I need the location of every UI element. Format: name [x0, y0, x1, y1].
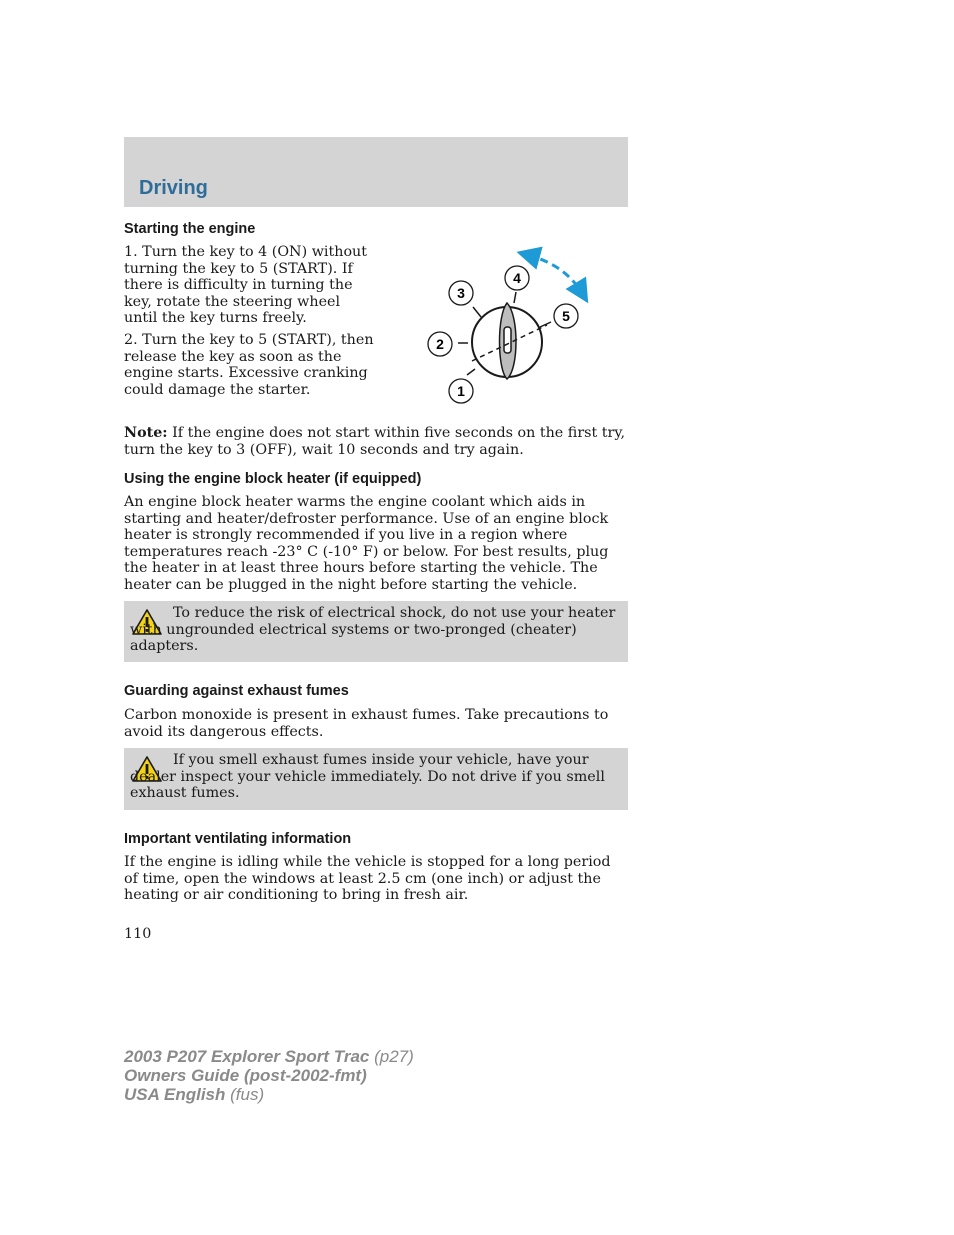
step-1-text: 1. Turn the key to 4 (ON) without turning the key to 5 (START). If there is difficulty in turning the key, rotate the steering wheel until the key turns freely.: [124, 244, 368, 326]
page-number: 110: [124, 926, 152, 942]
svg-text:5: 5: [562, 308, 570, 324]
warning-box-electrical: [124, 601, 628, 662]
svg-text:3: 3: [457, 285, 465, 301]
ventilating-body: If the engine is idling while the vehicle is stopped for a long period of time, open the windows at least 2.5 cm (one inch) or adjust the heating or air conditioning to bring in fresh air.: [124, 854, 611, 903]
warning-box-exhaust: [124, 748, 628, 810]
heading-starting-engine: Starting the engine: [124, 221, 256, 237]
heading-ventilating: Important ventilating information: [124, 831, 352, 847]
position-label-4: [505, 266, 529, 290]
svg-text:4: 4: [513, 270, 521, 286]
position-label-3: [449, 281, 473, 305]
position-label-2: [428, 332, 452, 356]
step-2-text: 2. Turn the key to 5 (START), then release the key as soon as the engine starts. Excessive cranking could damage the starter.: [124, 332, 374, 398]
note-paragraph: [124, 425, 628, 458]
position-label-5: [554, 304, 578, 328]
warning-text-electrical: To reduce the risk of electrical shock, do not use your heater with ungrounded electrical systems or two-pronged (cheater) adapters.: [130, 605, 616, 654]
rotation-arrow-icon: [528, 255, 582, 293]
svg-text:2: 2: [436, 336, 444, 352]
heading-exhaust: Guarding against exhaust fumes: [124, 683, 349, 699]
section-title: Driving: [139, 177, 208, 199]
exhaust-body: Carbon monoxide is present in exhaust fumes. Take precautions to avoid its dangerous effects.: [124, 707, 609, 740]
heading-block-heater: Using the engine block heater (if equipped): [124, 471, 422, 487]
note-label: Note:: [124, 425, 168, 441]
svg-text:1: 1: [457, 383, 465, 399]
document-footer: 2003 P207 Explorer Sport Trac (p27) Owners Guide (post-2002-fmt) USA English (fus): [124, 1047, 414, 1104]
warning-text-exhaust: If you smell exhaust fumes inside your vehicle, have your dealer inspect your vehicle immediately. Do not drive if you smell exhaust fumes.: [130, 752, 605, 801]
ignition-key-diagram: [420, 245, 600, 415]
block-heater-body: An engine block heater warms the engine coolant which aids in starting and heater/defroster performance. Use of an engine block heater is strongly recommended if you live in a region where temperatures reach -23° C (-10° F) or below. For best results, plug the heater in at least three hours before starting the vehicle. The heater can be plugged in the night before starting the vehicle.: [124, 494, 609, 593]
position-label-1: [449, 379, 473, 403]
note-text: If the engine does not start within five seconds on the first try, turn the key to 3 (OFF), wait 10 seconds and try again.: [124, 425, 626, 458]
